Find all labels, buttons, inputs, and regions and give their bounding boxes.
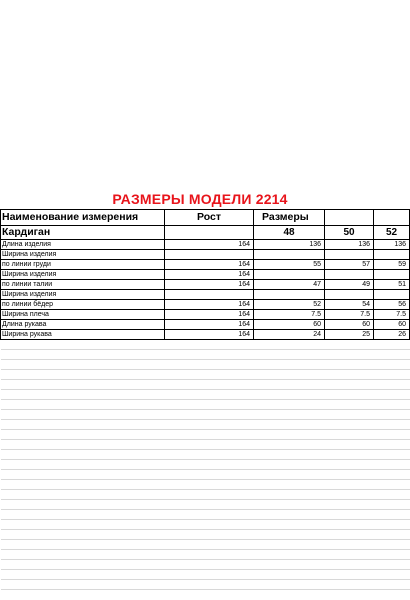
empty-cell <box>374 540 410 550</box>
empty-cell <box>254 430 325 440</box>
empty-row <box>1 470 410 480</box>
height-value: 164 <box>165 260 254 270</box>
empty-cell <box>374 360 410 370</box>
empty-cell <box>374 580 410 590</box>
empty-cell <box>1 580 165 590</box>
empty-cell <box>1 360 165 370</box>
table-row <box>1 270 410 280</box>
empty-cell <box>254 360 325 370</box>
empty-cell <box>1 480 165 490</box>
empty-cell <box>325 440 374 450</box>
empty-row <box>1 410 410 420</box>
table-row <box>1 240 410 250</box>
empty-cell <box>165 460 254 470</box>
size-50-value <box>325 290 374 300</box>
size-52-value <box>374 290 410 300</box>
table-row <box>1 310 410 320</box>
empty-cell <box>374 350 410 360</box>
table-row <box>1 260 410 270</box>
empty-cell <box>325 370 374 380</box>
empty-cell <box>165 350 254 360</box>
empty-row <box>1 350 410 360</box>
empty-cell <box>1 570 165 580</box>
empty-cell <box>374 440 410 450</box>
table-row <box>1 280 410 290</box>
empty-cell <box>325 580 374 590</box>
empty-cell <box>165 480 254 490</box>
height-value: 164 <box>165 330 254 340</box>
header-sizes: Размеры <box>254 210 325 226</box>
measurement-name: Длина изделия <box>1 240 165 250</box>
empty-row <box>1 390 410 400</box>
size-50-value: 136 <box>325 240 374 250</box>
empty-cell <box>254 460 325 470</box>
empty-cell <box>165 580 254 590</box>
empty-cell <box>165 430 254 440</box>
empty-cell <box>374 550 410 560</box>
empty-cell <box>1 520 165 530</box>
size-table <box>0 209 410 590</box>
page-title: РАЗМЕРЫ МОДЕЛИ 2214 <box>112 191 288 207</box>
measurement-name: по линии бёдер <box>1 300 165 310</box>
empty-cell <box>254 350 325 360</box>
empty-cell <box>254 370 325 380</box>
empty-cell <box>1 560 165 570</box>
empty-row <box>1 360 410 370</box>
empty-cell <box>254 480 325 490</box>
measurement-name: по линии груди <box>1 260 165 270</box>
measurement-name: Ширина плеча <box>1 310 165 320</box>
empty-cell <box>254 500 325 510</box>
measurement-name: Ширина изделия <box>1 250 165 260</box>
measurement-name: Ширина рукава <box>1 330 165 340</box>
empty-cell <box>1 550 165 560</box>
empty-cell <box>325 530 374 540</box>
empty-cell <box>1 490 165 500</box>
empty-cell <box>325 350 374 360</box>
size-50-value <box>325 270 374 280</box>
height-value: 164 <box>165 270 254 280</box>
height-value: 164 <box>165 280 254 290</box>
empty-cell <box>374 490 410 500</box>
empty-cell <box>165 510 254 520</box>
empty-cell <box>165 400 254 410</box>
header-row <box>1 210 410 226</box>
size-48-value: 55 <box>254 260 325 270</box>
empty-cell <box>325 570 374 580</box>
height-value <box>165 250 254 260</box>
size-52-value: 26 <box>374 330 410 340</box>
size-52: 52 <box>374 226 410 240</box>
empty-cell <box>325 550 374 560</box>
product-name: Кардиган <box>1 226 165 240</box>
empty-cell <box>1 540 165 550</box>
empty-cell <box>165 540 254 550</box>
size-52-value: 56 <box>374 300 410 310</box>
empty-cell <box>1 530 165 540</box>
height-value: 164 <box>165 320 254 330</box>
empty-cell <box>374 500 410 510</box>
empty-cell <box>254 470 325 480</box>
empty-cell <box>1 440 165 450</box>
empty-cell <box>254 540 325 550</box>
empty-cell <box>1 460 165 470</box>
size-48-value: 7.5 <box>254 310 325 320</box>
size-50-value: 54 <box>325 300 374 310</box>
empty-cell <box>254 510 325 520</box>
empty-cell <box>374 390 410 400</box>
empty-cell <box>1 500 165 510</box>
empty-cell <box>1 350 165 360</box>
size-48-value <box>254 270 325 280</box>
empty-cell <box>1 380 165 390</box>
empty-cell <box>165 410 254 420</box>
empty-cell <box>1 410 165 420</box>
empty-cell <box>165 360 254 370</box>
empty-cell <box>374 570 410 580</box>
empty-cell <box>325 470 374 480</box>
empty-cell <box>325 510 374 520</box>
measurement-name: Длина рукава <box>1 320 165 330</box>
empty-cell <box>325 380 374 390</box>
empty-cell <box>165 490 254 500</box>
size-48-value <box>254 250 325 260</box>
empty-cell <box>374 510 410 520</box>
size-52-value <box>374 250 410 260</box>
table-row <box>1 320 410 330</box>
empty-row <box>1 500 410 510</box>
measurement-name: по линии талии <box>1 280 165 290</box>
empty-row <box>1 420 410 430</box>
size-48-value <box>254 290 325 300</box>
size-52-value <box>374 270 410 280</box>
size-52-value: 51 <box>374 280 410 290</box>
empty-cell <box>1 470 165 480</box>
empty-row <box>1 490 410 500</box>
empty-row <box>1 440 410 450</box>
header-empty <box>325 210 374 226</box>
table-row <box>1 330 410 340</box>
empty-cell <box>325 500 374 510</box>
header-height: Рост <box>165 210 254 226</box>
empty-cell <box>254 340 325 350</box>
empty-cell <box>374 410 410 420</box>
empty-cell <box>165 550 254 560</box>
empty-row <box>1 510 410 520</box>
empty-cell <box>374 460 410 470</box>
empty-cell <box>374 340 410 350</box>
empty-cell <box>374 520 410 530</box>
empty-row <box>1 580 410 590</box>
height-value: 164 <box>165 240 254 250</box>
empty-cell <box>254 400 325 410</box>
empty-row <box>1 400 410 410</box>
empty-cell <box>374 430 410 440</box>
empty-cell <box>254 410 325 420</box>
size-50-value: 57 <box>325 260 374 270</box>
empty-cell <box>165 560 254 570</box>
size-48: 48 <box>254 226 325 240</box>
size-52-value: 60 <box>374 320 410 330</box>
empty-cell <box>1 420 165 430</box>
empty-cell <box>254 560 325 570</box>
empty-cell <box>165 390 254 400</box>
measurement-name: Ширина изделия <box>1 290 165 300</box>
empty-row <box>1 430 410 440</box>
empty-row <box>1 530 410 540</box>
empty-row <box>1 520 410 530</box>
empty-cell <box>374 400 410 410</box>
height-value <box>165 290 254 300</box>
empty-cell <box>325 400 374 410</box>
product-height <box>165 226 254 240</box>
empty-cell <box>1 430 165 440</box>
empty-cell <box>165 470 254 480</box>
empty-cell <box>165 530 254 540</box>
header-empty <box>374 210 410 226</box>
measurement-name: Ширина изделия <box>1 270 165 280</box>
empty-cell <box>1 450 165 460</box>
empty-cell <box>165 500 254 510</box>
empty-cell <box>1 340 165 350</box>
size-52-value: 59 <box>374 260 410 270</box>
empty-cell <box>165 570 254 580</box>
empty-cell <box>374 380 410 390</box>
empty-cell <box>254 420 325 430</box>
empty-cell <box>165 440 254 450</box>
empty-cell <box>374 530 410 540</box>
empty-cell <box>254 530 325 540</box>
size-50: 50 <box>325 226 374 240</box>
empty-row <box>1 570 410 580</box>
empty-cell <box>165 370 254 380</box>
size-50-value: 25 <box>325 330 374 340</box>
empty-cell <box>325 540 374 550</box>
empty-row <box>1 380 410 390</box>
empty-cell <box>325 480 374 490</box>
empty-cell <box>165 420 254 430</box>
empty-cell <box>325 390 374 400</box>
empty-cell <box>254 580 325 590</box>
empty-cell <box>1 370 165 380</box>
empty-cell <box>374 370 410 380</box>
empty-cell <box>254 450 325 460</box>
empty-row <box>1 560 410 570</box>
empty-cell <box>325 430 374 440</box>
empty-cell <box>165 340 254 350</box>
header-name: Наименование измерения <box>1 210 165 226</box>
empty-cell <box>254 380 325 390</box>
empty-cell <box>1 400 165 410</box>
height-value: 164 <box>165 310 254 320</box>
empty-cell <box>325 460 374 470</box>
size-52-value: 7.5 <box>374 310 410 320</box>
empty-cell <box>165 450 254 460</box>
empty-cell <box>325 340 374 350</box>
size-52-value: 136 <box>374 240 410 250</box>
empty-row <box>1 540 410 550</box>
size-50-value: 49 <box>325 280 374 290</box>
size-50-value: 7.5 <box>325 310 374 320</box>
empty-cell <box>374 470 410 480</box>
empty-cell <box>254 550 325 560</box>
empty-cell <box>374 420 410 430</box>
empty-cell <box>374 450 410 460</box>
table-row <box>1 290 410 300</box>
empty-cell <box>165 520 254 530</box>
table-row <box>1 250 410 260</box>
empty-row <box>1 450 410 460</box>
empty-cell <box>1 510 165 520</box>
height-value: 164 <box>165 300 254 310</box>
empty-row <box>1 550 410 560</box>
size-48-value: 60 <box>254 320 325 330</box>
empty-cell <box>1 390 165 400</box>
empty-row <box>1 340 410 350</box>
empty-cell <box>325 360 374 370</box>
empty-cell <box>374 560 410 570</box>
empty-cell <box>325 490 374 500</box>
empty-cell <box>325 450 374 460</box>
empty-cell <box>325 410 374 420</box>
empty-row <box>1 460 410 470</box>
size-50-value <box>325 250 374 260</box>
empty-cell <box>254 490 325 500</box>
empty-row <box>1 370 410 380</box>
size-48-value: 47 <box>254 280 325 290</box>
empty-cell <box>374 480 410 490</box>
empty-cell <box>325 560 374 570</box>
size-48-value: 136 <box>254 240 325 250</box>
empty-cell <box>165 380 254 390</box>
table-row <box>1 300 410 310</box>
empty-cell <box>325 520 374 530</box>
empty-row <box>1 480 410 490</box>
empty-cell <box>254 570 325 580</box>
product-row <box>1 226 410 240</box>
size-48-value: 52 <box>254 300 325 310</box>
empty-cell <box>254 520 325 530</box>
empty-cell <box>254 390 325 400</box>
empty-cell <box>325 420 374 430</box>
empty-cell <box>254 440 325 450</box>
size-48-value: 24 <box>254 330 325 340</box>
size-50-value: 60 <box>325 320 374 330</box>
